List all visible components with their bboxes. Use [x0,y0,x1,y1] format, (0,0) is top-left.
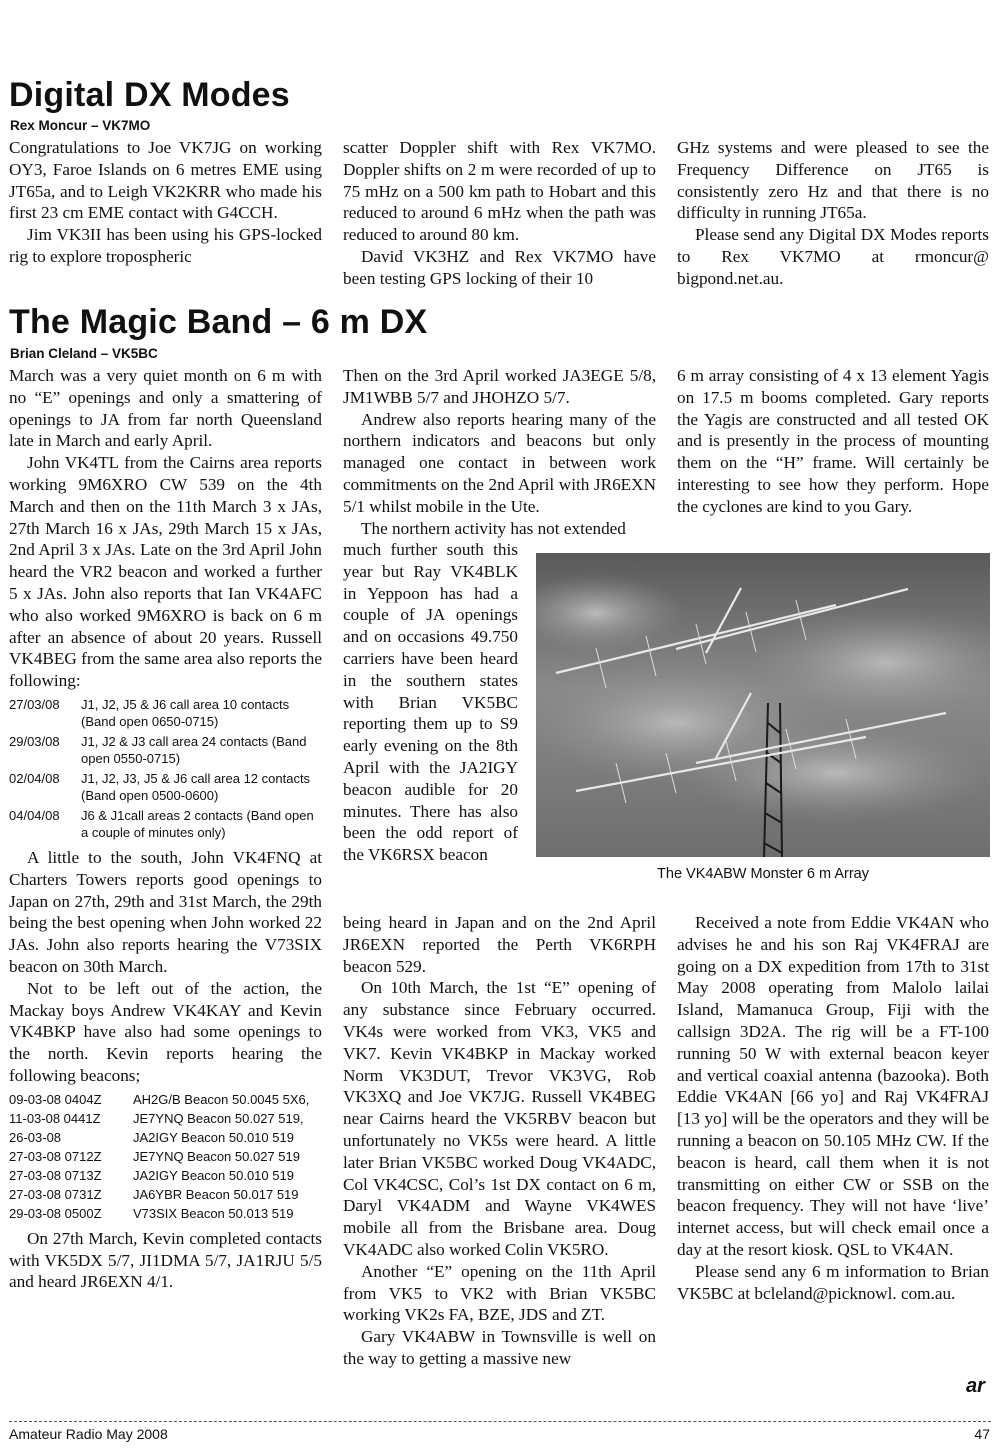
paragraph: Received a note from Eddie VK4AN who advises he and his son Raj VK4FRAJ are going on a DX expedition from 17th to 31st May 2008 operating from Malolo lailai Island, Mamanuca Group, Fiji with the callsign 3D2A. The rig will be a FT-100 running 50 W with external beacon keyer and vertical coaxial antenna (bazooka). Both Eddie VK4AN [66 yo] and Raj VK4FRAJ [13 yo] will be the operators and they will be running a beacon on 50.105 MHz CW. If the beacon is heard, call them when it is not transmitting on either CW or SSB on the beacon frequency. They will not have ‘live’ internet access, but will check email once a day at the resort kiosk. QSL to VK4AN. [677,913,989,1259]
table-cell-text: J6 & J1call areas 2 contacts (Band open a couple of minutes only) [81,807,314,840]
table-row [9,1129,322,1146]
paragraph: Andrew also reports hearing many of the northern indicators and beacons but only managed one contact in between work commitments on the 2nd April with JR6EXN 5/1 whilst mobile in the Ute. [343,409,656,516]
paragraph: GHz systems and were pleased to see the Frequency Difference on JT65 is consistently zero Hz and that there is no difficulty in running JT65a. [677,138,989,223]
table-cell-text: JA2IGY Beacon 50.010 519 [133,1167,294,1183]
paragraph: scatter Doppler shift with Rex VK7MO. Doppler shifts on 2 m were recorded of up to 75 mHz on a 500 km path to Hobart and this reduced to around 6 mHz when the path was reduced to around 80 km. [343,138,656,245]
table-cell-text: JA2IGY Beacon 50.010 519 [133,1129,294,1145]
digital-dx-column-3 [677,137,989,290]
table-row [9,807,322,841]
antenna-photo [536,553,990,857]
beacons-table [9,1091,322,1222]
table-row [9,770,322,804]
paragraph: being heard in Japan and on the 2nd April JR6EXN reported the Perth VK6RPH beacon 529. [343,913,656,976]
table-cell-text: AH2G/B Beacon 50.0045 5X6, [133,1091,310,1107]
paragraph: much further south this year but Ray VK4BLK in Yeppoon has had a couple of JA openings and on occasions 49.750 carriers have been heard in the southern states with Brian VK5BC reporting them up to S9 early evening on the 8th April with the JA2IGY beacon audible for 20 minutes. There has also been the odd report of the VK6RSX beacon [343,540,518,865]
paragraph: Please send any 6 m information to Brian VK5BC at bcleland@picknowl. com.au. [677,1261,989,1303]
cloud [676,723,990,823]
table-row [9,1167,322,1184]
paragraph: A little to the south, John VK4FNQ at Charters Towers reports good openings to Japan on 27th, 29th and 31st March, the 29th being the best opening when John worked 22 JAs. John also reports hearing the V73SIX beacon on 30th March. [9,847,322,976]
table-row [9,733,322,767]
table-cell-date: 02/04/08 [9,770,60,786]
table-cell-date: 29-03-08 0500Z [9,1205,102,1221]
paragraph: Congratulations to Joe VK7JG on working OY3, Faroe Islands on 6 metres EME using JT65a, and to Leigh VK2KRR who made his first 23 cm EME contact with G4CCH. [9,138,322,223]
magic-band-column-2-bottom [343,912,656,1370]
table-cell-text: J1, J2, J3, J5 & J6 call area 12 contacts (Band open 0500-0600) [81,770,311,803]
table-cell-date: 29/03/08 [9,733,60,749]
paragraph: Another “E” opening on the 11th April from VK5 to VK2 with Brian VK5BC working VK2s FA, BZE, JDS and ZT. [343,1261,656,1325]
article-title-magic-band: The Magic Band – 6 m DX [9,303,428,341]
magic-band-column-1 [9,365,322,1293]
table-row [9,1091,322,1108]
paragraph: John VK4TL from the Cairns area reports working 9M6XRO CW 539 on the 4th March and then on the 11th March 3 x JAs, 27th March 16 x JAs, 29th March 15 x JAs, 2nd April 3 x JAs. Late on the 3rd April John heard the VR2 beacon and worked a further 5 x JAs. John also reports that Ian VK4AFC who also worked 9M6XRO is back on 6 m after an absence of about 20 years. Russell VK4BEG from the same area also reports the following: [9,453,322,691]
paragraph: Then on the 3rd April worked JA3EGE 5/8, JM1WBB 5/7 and JHOHZO 5/7. [343,366,656,407]
paragraph: Gary VK4ABW in Townsville is well on the way to getting a massive new [343,1327,656,1368]
article-byline-magic-band: Brian Cleland – VK5BC [10,346,158,361]
antenna-photo-image [536,553,990,857]
table-cell-date: 27-03-08 0731Z [9,1186,102,1202]
table-row [9,696,322,730]
magic-band-column-2-narrow [343,539,518,866]
table-cell-date: 04/04/08 [9,807,60,823]
table-row [9,1186,322,1203]
table-cell-date: 11-03-08 0441Z [9,1110,101,1126]
magic-band-column-3-top [677,365,989,518]
footer-rule [9,1421,991,1422]
table-cell-text: J1, J2 & J3 call area 24 contacts (Band open 0550-0715) [81,733,307,766]
table-row [9,1148,322,1165]
digital-dx-column-1 [9,137,322,268]
magic-band-column-2-top [343,365,656,539]
paragraph: Jim VK3II has been using his GPS-locked rig to explore tropospheric [9,225,322,266]
paragraph: The northern activity has not extended [361,518,626,538]
paragraph: March was a very quiet month on 6 m with no “E” openings and only a smattering of openings to JA from far north Queensland late in March and early April. [9,366,322,451]
magic-band-column-3-bottom [677,912,989,1304]
paragraph: 6 m array consisting of 4 x 13 element Yagis on 17.5 m booms completed. Gary reports the Yagis are constructed and all tested OK and is presently in the process of mounting them on the “H” frame. Will certainly be interesting to see how they perform. Hope the cyclones are kind to you Gary. [677,366,989,516]
article-byline-digital-dx: Rex Moncur – VK7MO [10,118,151,133]
table-cell-text: JE7YNQ Beacon 50.027 519, [133,1110,304,1126]
table-cell-text: JE7YNQ Beacon 50.027 519 [133,1148,300,1164]
table-cell-date: 27-03-08 0713Z [9,1167,102,1183]
table-cell-text: V73SIX Beacon 50.013 519 [133,1205,294,1221]
footer-page-number: 47 [974,1426,990,1442]
footer-publication: Amateur Radio May 2008 [9,1426,168,1442]
article-title-digital-dx: Digital DX Modes [9,76,290,114]
table-cell-text: JA6YBR Beacon 50.017 519 [133,1186,299,1202]
table-cell-text: J1, J2, J5 & J6 call area 10 contacts (Band open 0650-0715) [81,696,290,729]
paragraph: David VK3HZ and Rex VK7MO have been testing GPS locking of their 10 [343,246,656,288]
paragraph: On 10th March, the 1st “E” opening of any substance since February occurred. VK4s were worked from VK3, VK5 and VK7. Kevin VK4BKP in Mackay worked Norm VK3DUT, Trevor VK3VG, Rob VK3XQ and Joe VK7JG. Russell VK4BEG near Cairns heard the VK5RBV beacon but unfortunately no VK5s were heard. A little later Brian VK5BC worked Doug VK4ADC, Col VK4CSC, Col’s 1st DX contact on 6 m, Daryl VK4ADM and Wayne VK4WES mobile all from the Brisbane area. Doug VK4ADC also worked Colin VK5RO. [343,978,656,1259]
table-cell-date: 27-03-08 0712Z [9,1148,102,1164]
paragraph: Please send any Digital DX Modes reports to Rex VK7MO at rmoncur@ bigpond.net.au. [677,225,989,288]
table-cell-date: 26-03-08 [9,1129,62,1145]
digital-dx-column-2 [343,137,656,290]
photo-caption: The VK4ABW Monster 6 m Array [657,866,869,882]
paragraph: On 27th March, Kevin completed contacts with VK5DX 5/7, JI1DMA 5/7, JA1RJU 5/5 and heard JR6EXN 4/1. [9,1228,322,1292]
table-cell-date: 27/03/08 [9,696,60,712]
table-cell-date: 09-03-08 0404Z [9,1091,102,1107]
article-end-mark: ar [966,1375,985,1397]
paragraph: Not to be left out of the action, the Mackay boys Andrew VK4KAY and Kevin VK4BKP have also had some openings to the north. Kevin reports hearing the following beacons; [9,978,322,1085]
table-row [9,1110,322,1127]
contacts-table [9,696,322,841]
table-row [9,1205,322,1222]
